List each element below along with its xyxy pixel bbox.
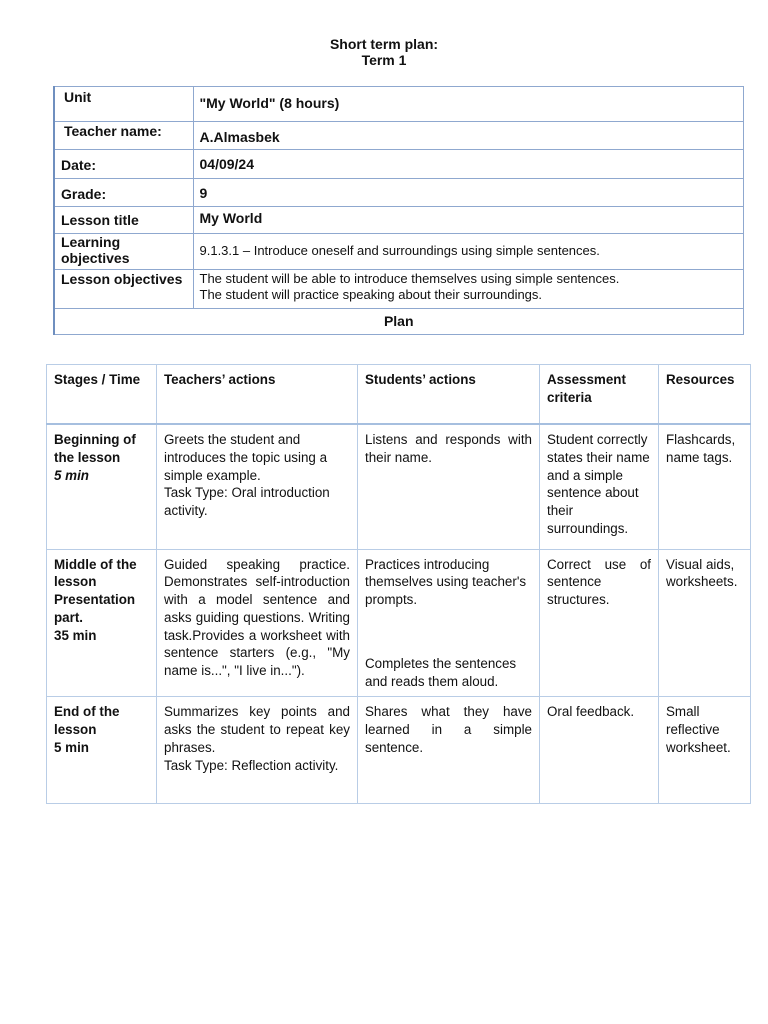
student-actions-cell (358, 549, 540, 697)
page-title: Short term plan: (329, 36, 439, 52)
column-header: Students’ actions (358, 365, 540, 425)
plan-header-row (47, 365, 751, 425)
lesson-objectives-label: Lesson objectives (54, 270, 193, 309)
teacher-actions-cell (157, 697, 358, 804)
column-header: Resources (659, 365, 751, 425)
student-action: Listens and responds with their name. (365, 432, 532, 465)
student-action: Shares what they have learned in a simple sentence. (365, 704, 532, 756)
lesson-objective-1: The student will be able to introduce themselves using simple sentences. (199, 271, 620, 286)
student-actions-cell (358, 424, 540, 549)
stage-time: 35 min (54, 627, 97, 643)
date-value: 04/09/24 (193, 150, 743, 179)
column-header: Stages / Time (47, 365, 157, 425)
stage-name: Beginning of the lesson (54, 432, 136, 465)
plan-row-end (47, 697, 751, 804)
grade-label: Grade: (54, 179, 193, 207)
lesson-plan-table (46, 364, 751, 804)
assessment-cell: Correct use of sentence structures. (540, 549, 659, 697)
stage-subtitle: Presentation part. (54, 592, 136, 625)
teacher-actions-cell (157, 424, 358, 549)
column-header: Teachers’ actions (157, 365, 358, 425)
teacher-name-value: A.Almasbek (193, 122, 743, 150)
plan-row-beginning (47, 424, 751, 549)
plan-row-middle (47, 549, 751, 697)
resources-cell: Small reflective worksheet. (659, 697, 751, 804)
grade-value: 9 (193, 179, 743, 207)
stage-cell (47, 549, 157, 697)
teacher-task-type: Task Type: Oral introduction activity. (164, 485, 330, 519)
stage-time: 5 min (54, 740, 89, 756)
unit-value: "My World" (8 hours) (193, 87, 743, 122)
lesson-objective-2: The student will practice speaking about their surroundings. (199, 287, 543, 302)
stage-name: End of the lesson (54, 704, 120, 738)
teacher-name-label: Teacher name: (54, 122, 193, 150)
stage-cell (47, 424, 157, 549)
learning-objectives-label: Learning objectives (54, 234, 193, 270)
stage-time: 5 min (54, 467, 89, 483)
column-header: Assessment criteria (540, 365, 659, 425)
lesson-title-value: My World (193, 207, 743, 234)
lesson-info-table (53, 86, 744, 335)
stage-name: Middle of the lesson (54, 556, 137, 590)
lesson-objectives-value (193, 270, 743, 309)
resources-cell: Visual aids, worksheets. (659, 549, 751, 697)
student-actions-cell (358, 697, 540, 804)
unit-label: Unit (54, 87, 193, 122)
student-action-2: Completes the sentences and reads them aloud. (365, 655, 517, 689)
plan-heading: Plan (54, 309, 743, 335)
assessment-cell: Student correctly states their name and a simple sentence about their surroundings. (540, 424, 659, 549)
date-label: Date: (54, 150, 193, 179)
teacher-action: Greets the student and introduces the topic using a simple example. (164, 432, 328, 483)
teacher-actions-cell (157, 549, 358, 697)
teacher-action: Guided speaking practice. Demonstrates self-introduction with a model sentence and asks guiding questions. Writing task.Provides a worksheet with sentence starters (e.g., "My name is...", "I live in..."). (164, 556, 350, 679)
teacher-action: Summarizes key points and asks the student to repeat key phrases. (164, 704, 350, 756)
assessment-cell: Oral feedback. (540, 697, 659, 804)
stage-cell (47, 697, 157, 804)
resources-cell: Flashcards, name tags. (659, 424, 751, 549)
learning-objectives-value: 9.1.3.1 – Introduce oneself and surroundings using simple sentences. (193, 234, 743, 270)
teacher-task-type: Task Type: Reflection activity. (164, 757, 339, 773)
page-subtitle: Term 1 (361, 52, 407, 68)
student-action: Practices introducing themselves using teacher's prompts. (365, 556, 527, 608)
lesson-title-label: Lesson title (54, 207, 193, 234)
